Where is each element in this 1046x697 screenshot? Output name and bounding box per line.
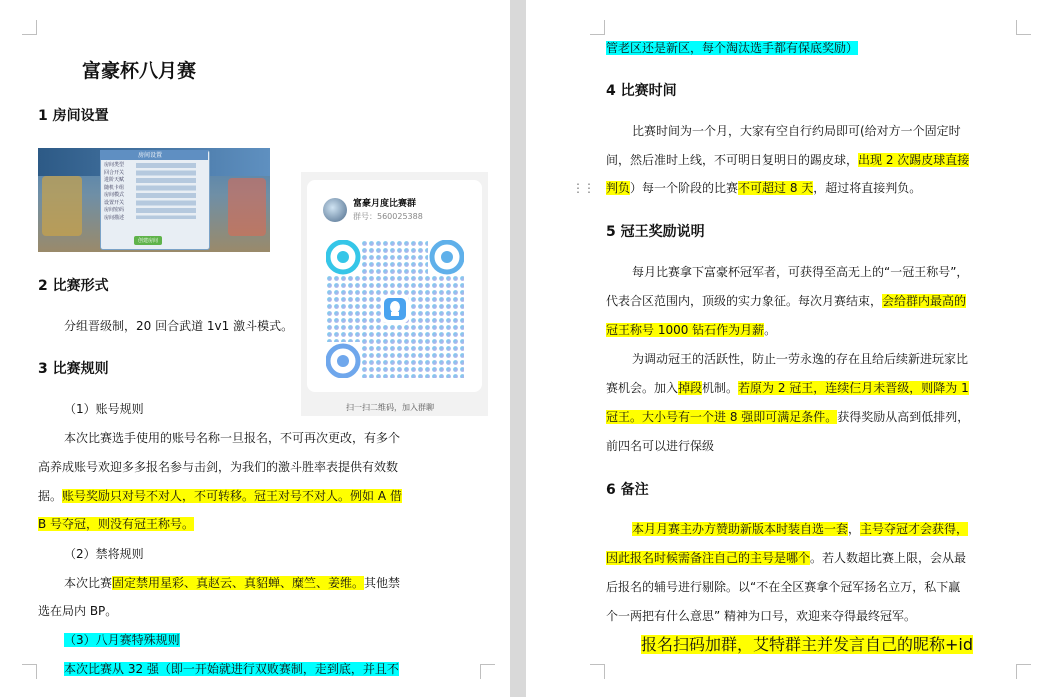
page-corner-mark [480,664,495,679]
highlight-text: 出现 2 次踢皮球直接 [858,153,970,167]
section-heading-format: 2 比赛形式 [38,278,109,294]
paragraph-line: 因此报名时候需备注自己的主号是哪个。若人数超比赛上限，会从最 [606,551,967,565]
signup-footer [641,634,973,656]
paragraph-line: 赛机会。加入掉段机制。若原为 2 冠王，连续仨月未晋级，则降为 1 [606,381,969,395]
page-gutter [510,0,526,697]
paragraph-line [38,515,194,533]
highlight-text-cyan: 本次比赛从 32 强（即一开始就进行双败赛制，走到底，并且不 [64,662,399,676]
highlight-text-cyan: （3）八月赛特殊规则 [64,633,180,647]
subheading-ban-rules: （2）禁将规则 [64,547,144,561]
qr-code-card [301,172,488,416]
highlight-text-cyan: 管老区还是新区，每个淘汰选手都有保底奖励） [606,41,859,55]
paragraph-line: 判负）每一个阶段的比赛不可超过 8 天，超过将直接判负。 [606,181,922,195]
highlight-text: 若原为 2 冠王，连续仨月未晋级，则降为 1 [738,381,969,395]
paragraph-line: 选在局内 BP。 [38,604,118,618]
room-settings-screenshot [38,148,270,252]
paragraph-line [64,660,399,678]
document-page-left [0,0,510,697]
create-room-button: 创建房间 [134,236,162,245]
subheading-special-rules [64,631,180,649]
section-heading-time: 4 比赛时间 [606,83,677,99]
page-corner-mark [22,664,37,679]
subheading-account-rules: （1）账号规则 [64,402,144,416]
qr-code [326,240,464,378]
highlight-text: 报名扫码加群，艾特群主并发言自己的昵称+id [641,635,974,654]
qr-caption: 扫一扫二维码，加入群聊 [346,403,434,412]
section-heading-room: 1 房间设置 [38,108,109,124]
highlight-text: 不可超过 8 天 [738,181,814,195]
section-heading-rules: 3 比赛规则 [38,361,109,377]
highlight-text: 因此报名时候需备注自己的主号是哪个 [606,551,811,565]
highlight-text: 本月月赛主办方赞助新版本时装自选一套 [632,522,849,536]
paragraph-line: 为调动冠王的活跃性，防止一劳永逸的存在且给后续新进玩家比 [632,352,969,366]
document-page-right [526,0,1046,697]
paragraph-line: 冠王称号 1000 钻石作为月薪。 [606,323,777,337]
paragraph-format: 分组晋级制，20 回合武道 1v1 激斗模式。 [64,319,294,333]
section-heading-notes: 6 备注 [606,482,649,498]
highlight-text: 判负 [606,181,631,195]
section-heading-champion: 5 冠王奖励说明 [606,224,705,240]
highlight-text: 冠王。大小号有一个进 8 强即可满足条件。 [606,410,838,424]
panel-header: 房间设置 [138,152,163,159]
document-title: 富豪杯八月赛 [82,60,197,82]
paragraph-line [606,39,858,57]
highlight-text: B 号夺冠，则没有冠王称号。 [38,517,195,531]
paragraph-line: 比赛时间为一个月，大家有空自行约局即可(给对方一个固定时 [632,124,961,138]
paragraph-line: 每月比赛拿下富豪杯冠军者，可获得至高无上的“一冠王称号”， [632,265,969,279]
paragraph-line: 后报名的辅号进行剔除。以“不在全区赛拿个冠军扬名立万，私下赢 [606,580,961,594]
group-id: 群号：560025388 [353,212,423,221]
paragraph-line: 本次比赛选手使用的账号名称一旦报名，不可再次更改，有多个 [64,431,401,445]
group-avatar [323,198,347,222]
paragraph-line: 代表合区范围内，顶级的实力象征。每次月赛结束，会给群内最高的 [606,294,967,308]
page-corner-mark [22,20,37,35]
paragraph-line: 个一两把有什么意思” 精神为口号，欢迎来夺得最终冠军。 [606,609,917,623]
paragraph-line: 本次比赛固定禁用星彩、真赵云、真貂蝉、糜竺、姜维。其他禁 [64,576,401,590]
paragraph-line: 据。账号奖励只对号不对人，不可转移。冠王对号不对人。例如 A 借 [38,489,402,503]
highlight-text: 会给群内最高的 [882,294,967,308]
paragraph-line: 高养成账号欢迎多多报名参与击剑，为我们的激斗胜率表提供有效数 [38,460,399,474]
paragraph-line: 冠王。大小号有一个进 8 强即可满足条件。获得奖励从高到低排列， [606,410,970,424]
paragraph-line: 本月月赛主办方赞助新版本时装自选一套，主号夺冠才会获得， [632,522,969,536]
drag-handle-icon[interactable]: ⋮⋮ [572,181,594,195]
page-corner-mark [590,664,605,679]
page-corner-mark [1016,664,1031,679]
page-corner-mark [1016,20,1031,35]
panel-rows: 房间类型 回合开关 进阶天赋 随机卡组 房间模式 设置开关 房间密码 房间描述 [104,162,125,221]
paragraph-line: 间，然后准时上线，不可明日复明日的踢皮球，出现 2 次踢皮球直接 [606,153,970,167]
highlight-text: 固定禁用星彩、真赵云、真貂蝉、糜竺、姜维。 [112,576,365,590]
page-corner-mark [590,20,605,35]
highlight-text: 账号奖励只对号不对人，不可转移。冠王对号不对人。例如 A 借 [62,489,402,503]
highlight-text: 冠王称号 1000 钻石作为月薪 [606,323,765,337]
paragraph-line: 前四名可以进行保级 [606,439,715,453]
highlight-text: 掉段 [678,381,703,395]
highlight-text: 主号夺冠才会获得， [860,522,969,536]
group-name: 富豪月度比赛群 [353,199,417,209]
